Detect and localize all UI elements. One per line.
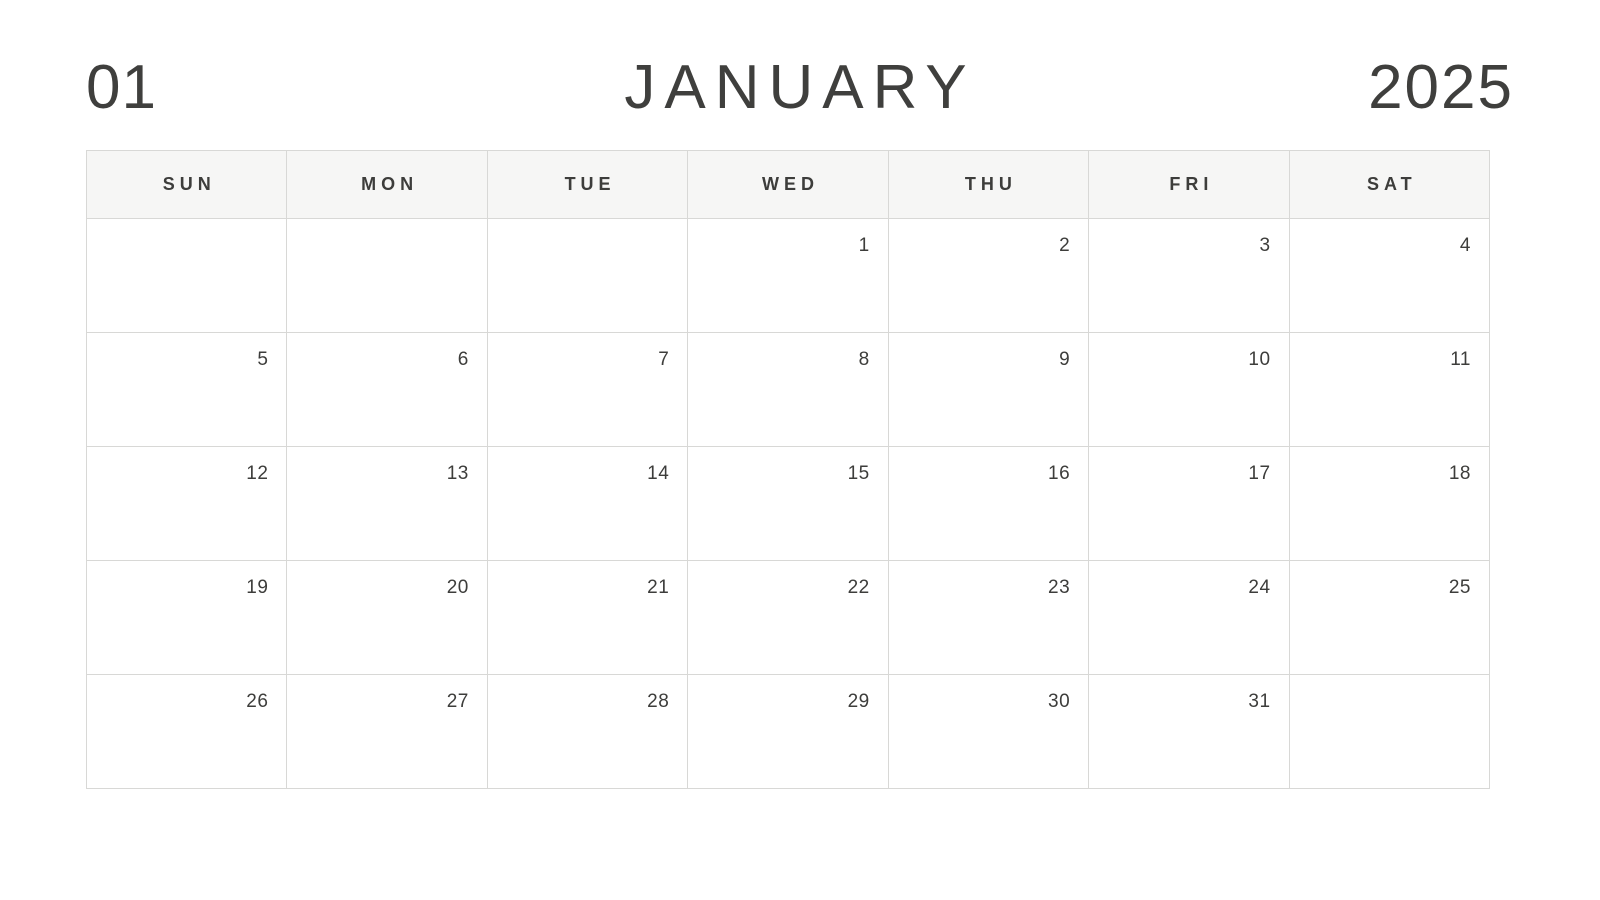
weekday-label: SAT bbox=[1366, 174, 1417, 194]
day-number: 19 bbox=[246, 577, 269, 598]
day-cell[interactable] bbox=[488, 675, 688, 789]
day-cell[interactable] bbox=[688, 561, 888, 675]
week-row bbox=[87, 675, 1490, 789]
day-cell[interactable] bbox=[889, 333, 1089, 447]
day-number: 2 bbox=[1059, 235, 1071, 256]
day-cell[interactable] bbox=[889, 675, 1089, 789]
day-number: 26 bbox=[246, 691, 269, 712]
weekday-header-tue bbox=[488, 151, 688, 219]
day-cell[interactable] bbox=[287, 675, 487, 789]
day-number: 6 bbox=[457, 349, 469, 370]
day-cell[interactable] bbox=[688, 333, 888, 447]
day-number: 18 bbox=[1448, 463, 1471, 484]
day-number: 27 bbox=[446, 691, 469, 712]
day-cell[interactable] bbox=[1290, 447, 1490, 561]
day-number: 14 bbox=[647, 463, 670, 484]
day-cell[interactable] bbox=[1089, 333, 1289, 447]
day-cell[interactable] bbox=[1089, 447, 1289, 561]
day-number: 21 bbox=[647, 577, 670, 598]
day-number: 9 bbox=[1059, 349, 1071, 370]
day-cell[interactable] bbox=[1089, 561, 1289, 675]
day-cell[interactable] bbox=[1089, 675, 1289, 789]
day-number: 10 bbox=[1248, 349, 1271, 370]
day-cell[interactable] bbox=[287, 447, 487, 561]
weekday-label: WED bbox=[761, 174, 819, 194]
day-cell[interactable] bbox=[87, 561, 287, 675]
week-row bbox=[87, 561, 1490, 675]
weekday-label: TUE bbox=[564, 174, 616, 194]
weekday-header-thu bbox=[889, 151, 1089, 219]
day-cell[interactable] bbox=[1290, 561, 1490, 675]
weekday-header-mon bbox=[287, 151, 487, 219]
weekday-header-row bbox=[87, 151, 1490, 219]
weekday-label: THU bbox=[964, 174, 1017, 194]
weekday-header-sun bbox=[87, 151, 287, 219]
day-cell[interactable] bbox=[87, 447, 287, 561]
day-number: 22 bbox=[847, 577, 870, 598]
day-number: 8 bbox=[858, 349, 870, 370]
day-number: 1 bbox=[858, 235, 870, 256]
day-cell[interactable] bbox=[87, 675, 287, 789]
year-number: 2025 bbox=[1368, 53, 1514, 122]
day-cell[interactable] bbox=[87, 219, 287, 333]
day-number: 16 bbox=[1048, 463, 1071, 484]
day-cell[interactable] bbox=[488, 561, 688, 675]
day-number: 4 bbox=[1459, 235, 1471, 256]
day-cell[interactable] bbox=[688, 675, 888, 789]
day-cell[interactable] bbox=[488, 447, 688, 561]
day-number: 20 bbox=[446, 577, 469, 598]
weekday-label: MON bbox=[361, 174, 419, 194]
week-row bbox=[87, 333, 1490, 447]
day-number: 15 bbox=[847, 463, 870, 484]
day-number: 23 bbox=[1048, 577, 1071, 598]
day-cell[interactable] bbox=[488, 219, 688, 333]
day-number: 7 bbox=[658, 349, 670, 370]
weekday-label: FRI bbox=[1169, 174, 1214, 194]
day-number: 11 bbox=[1450, 349, 1471, 370]
day-number: 30 bbox=[1048, 691, 1071, 712]
day-number: 31 bbox=[1248, 691, 1271, 712]
week-row bbox=[87, 447, 1490, 561]
weekday-label: SUN bbox=[162, 174, 216, 194]
day-cell[interactable] bbox=[287, 333, 487, 447]
day-number: 5 bbox=[257, 349, 269, 370]
day-cell[interactable] bbox=[889, 447, 1089, 561]
day-number: 29 bbox=[847, 691, 870, 712]
day-cell[interactable] bbox=[889, 219, 1089, 333]
weekday-header-wed bbox=[688, 151, 888, 219]
day-number: 25 bbox=[1448, 577, 1471, 598]
day-cell[interactable] bbox=[287, 219, 487, 333]
day-cell[interactable] bbox=[1089, 219, 1289, 333]
day-number: 3 bbox=[1259, 235, 1271, 256]
day-cell[interactable] bbox=[87, 333, 287, 447]
day-cell[interactable] bbox=[287, 561, 487, 675]
day-number: 13 bbox=[446, 463, 469, 484]
calendar-grid bbox=[86, 150, 1490, 789]
day-cell[interactable] bbox=[1290, 333, 1490, 447]
week-row bbox=[87, 219, 1490, 333]
day-number: 17 bbox=[1248, 463, 1271, 484]
day-number: 12 bbox=[246, 463, 269, 484]
day-number: 28 bbox=[647, 691, 670, 712]
month-name: JANUARY bbox=[624, 53, 976, 122]
day-cell[interactable] bbox=[889, 561, 1089, 675]
day-cell[interactable] bbox=[688, 219, 888, 333]
day-cell[interactable] bbox=[688, 447, 888, 561]
calendar-header bbox=[86, 48, 1514, 128]
weekday-header-fri bbox=[1089, 151, 1289, 219]
month-number: 01 bbox=[86, 53, 157, 122]
weekday-header-sat bbox=[1290, 151, 1490, 219]
day-cell[interactable] bbox=[488, 333, 688, 447]
day-cell[interactable] bbox=[1290, 219, 1490, 333]
day-cell[interactable] bbox=[1290, 675, 1490, 789]
day-number: 24 bbox=[1248, 577, 1271, 598]
